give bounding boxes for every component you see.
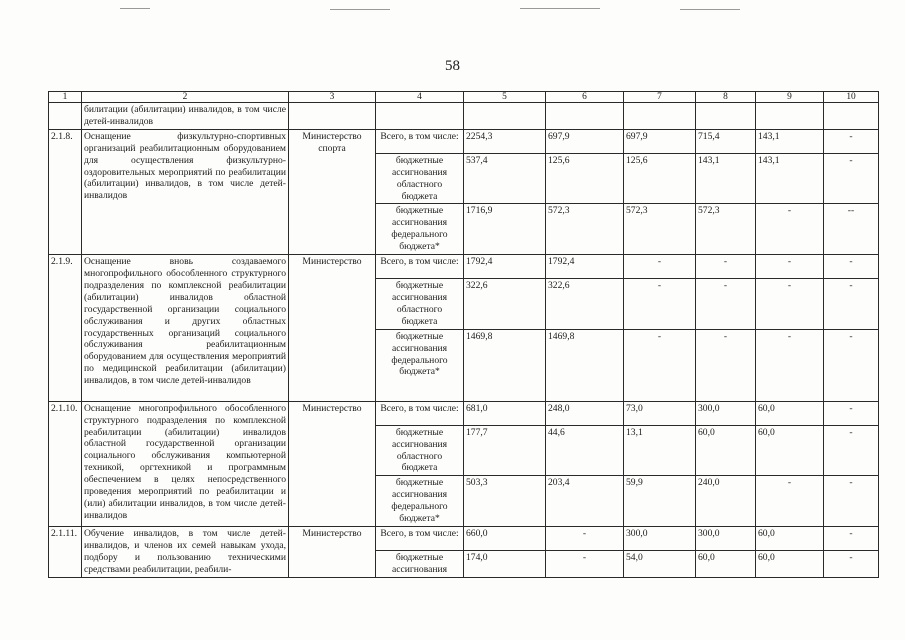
amount-cell-c9 bbox=[756, 103, 824, 130]
header-cell: 5 bbox=[464, 92, 546, 103]
amount-cell-c8: 572,3 bbox=[696, 204, 756, 255]
funding-source: бюджетные ассигнования областного бюджета bbox=[376, 153, 464, 204]
budget-table bbox=[48, 91, 879, 578]
funding-source: Всего, в том числе: bbox=[376, 526, 464, 550]
amount-cell-c6 bbox=[546, 103, 624, 130]
amount-cell-c10 bbox=[824, 103, 879, 130]
item-description: Обучение инвалидов, в том числе детей-инвалидов, и членов их семей навыкам ухода, подбору и пользованию техническими средствами реабилитации, реабили- bbox=[82, 526, 289, 577]
amount-cell-c7: 572,3 bbox=[624, 204, 696, 255]
amount-cell-c6: 248,0 bbox=[546, 401, 624, 425]
amount-cell-c5 bbox=[464, 103, 546, 130]
amount-cell-c10: - bbox=[824, 279, 879, 330]
amount-cell-c7: 59,9 bbox=[624, 476, 696, 527]
amount-cell-c9: - bbox=[756, 255, 824, 279]
amount-cell-c10: - bbox=[824, 550, 879, 577]
amount-cell-c9: 143,1 bbox=[756, 153, 824, 204]
amount-cell-c5: 177,7 bbox=[464, 425, 546, 476]
responsible-organization: Министерство спорта bbox=[289, 129, 376, 254]
amount-cell-c5: 660,0 bbox=[464, 526, 546, 550]
amount-cell-c5: 1792,4 bbox=[464, 255, 546, 279]
amount-cell-c5: 1469,8 bbox=[464, 329, 546, 401]
amount-cell-c7: - bbox=[624, 255, 696, 279]
header-cell: 10 bbox=[824, 92, 879, 103]
funding-source: Всего, в том числе: bbox=[376, 401, 464, 425]
header-row bbox=[49, 92, 879, 103]
table-row bbox=[49, 526, 879, 550]
item-number: 2.1.10. bbox=[49, 401, 82, 526]
page-number: 58 bbox=[445, 58, 460, 74]
amount-cell-c6: 203,4 bbox=[546, 476, 624, 527]
header-cell: 7 bbox=[624, 92, 696, 103]
amount-cell-c8: 300,0 bbox=[696, 401, 756, 425]
funding-source: бюджетные ассигнования федерального бюджета* bbox=[376, 204, 464, 255]
amount-cell-c9: 60,0 bbox=[756, 425, 824, 476]
amount-cell-c9: 60,0 bbox=[756, 401, 824, 425]
amount-cell-c7: 13,1 bbox=[624, 425, 696, 476]
amount-cell-c10: - bbox=[824, 329, 879, 401]
header-cell: 1 bbox=[49, 92, 82, 103]
amount-cell-c9: 60,0 bbox=[756, 526, 824, 550]
amount-cell-c9: - bbox=[756, 476, 824, 527]
funding-source: бюджетные ассигнования bbox=[376, 550, 464, 577]
amount-cell-c6: 322,6 bbox=[546, 279, 624, 330]
table-row bbox=[49, 401, 879, 425]
amount-cell-c8: - bbox=[696, 255, 756, 279]
amount-cell-c10: - bbox=[824, 425, 879, 476]
amount-cell-c5: 2254,3 bbox=[464, 129, 546, 153]
amount-cell-c8: 60,0 bbox=[696, 550, 756, 577]
amount-cell-c5: 174,0 bbox=[464, 550, 546, 577]
amount-cell-c6: - bbox=[546, 526, 624, 550]
amount-cell-c9: 60,0 bbox=[756, 550, 824, 577]
amount-cell-c6: 697,9 bbox=[546, 129, 624, 153]
amount-cell-c5: 681,0 bbox=[464, 401, 546, 425]
amount-cell-c7: - bbox=[624, 329, 696, 401]
responsible-organization: Министерство bbox=[289, 255, 376, 402]
item-number: 2.1.8. bbox=[49, 129, 82, 254]
header-cell: 2 bbox=[82, 92, 289, 103]
amount-cell-c6: 44,6 bbox=[546, 425, 624, 476]
amount-cell-c7 bbox=[624, 103, 696, 130]
amount-cell-c8: 240,0 bbox=[696, 476, 756, 527]
amount-cell-c5: 1716,9 bbox=[464, 204, 546, 255]
table-row bbox=[49, 255, 879, 279]
amount-cell-c9: - bbox=[756, 204, 824, 255]
header-cell: 8 bbox=[696, 92, 756, 103]
item-description: билитации (абилитации) инвалидов, в том числе детей-инвалидов bbox=[82, 103, 289, 130]
funding-source bbox=[376, 103, 464, 130]
amount-cell-c8: 715,4 bbox=[696, 129, 756, 153]
funding-source: Всего, в том числе: bbox=[376, 255, 464, 279]
amount-cell-c10: - bbox=[824, 476, 879, 527]
amount-cell-c8: - bbox=[696, 279, 756, 330]
responsible-organization: Министерство bbox=[289, 401, 376, 526]
funding-source: Всего, в том числе: bbox=[376, 129, 464, 153]
funding-source: бюджетные ассигнования федерального бюджета* bbox=[376, 476, 464, 527]
responsible-organization: Министерство bbox=[289, 526, 376, 577]
amount-cell-c5: 503,3 bbox=[464, 476, 546, 527]
item-description: Оснащение вновь создаваемого многопрофильного обособленного структурного подразделения по комплексной реабилитации (абилитации) инвалидов областной государственной организации социального обслуживания и других областных государственных организаций социального обслуживания реабилитационным оборудованием для осуществления мероприятий по медицинской реабилитации (абилитации) инвалидов, в том числе детей-инвалидов bbox=[82, 255, 289, 402]
amount-cell-c7: 697,9 bbox=[624, 129, 696, 153]
amount-cell-c10: - bbox=[824, 255, 879, 279]
item-number: 2.1.11. bbox=[49, 526, 82, 577]
amount-cell-c9: 143,1 bbox=[756, 129, 824, 153]
amount-cell-c6: - bbox=[546, 550, 624, 577]
amount-cell-c6: 1469,8 bbox=[546, 329, 624, 401]
amount-cell-c7: 73,0 bbox=[624, 401, 696, 425]
amount-cell-c7: 300,0 bbox=[624, 526, 696, 550]
amount-cell-c10: -- bbox=[824, 204, 879, 255]
amount-cell-c8 bbox=[696, 103, 756, 130]
amount-cell-c8: 60,0 bbox=[696, 425, 756, 476]
amount-cell-c10: - bbox=[824, 526, 879, 550]
amount-cell-c8: 143,1 bbox=[696, 153, 756, 204]
item-description: Оснащение многопрофильного обособленного структурного подразделения по комплексной реабилитации (абилитации) инвалидов областной государственной организации социального обслуживания компьютерной техникой, оргтехникой и программным обеспечением в целях непосредственного проведения мероприятий по реабилитации и (или) абилитации инвалидов, в том числе детей-инвалидов bbox=[82, 401, 289, 526]
table-row bbox=[49, 129, 879, 153]
header-cell: 9 bbox=[756, 92, 824, 103]
funding-source: бюджетные ассигнования федерального бюджета* bbox=[376, 329, 464, 401]
table-row bbox=[49, 103, 879, 130]
item-number bbox=[49, 103, 82, 130]
scan-speck bbox=[330, 9, 390, 10]
responsible-organization bbox=[289, 103, 376, 130]
amount-cell-c6: 1792,4 bbox=[546, 255, 624, 279]
amount-cell-c9: - bbox=[756, 279, 824, 330]
amount-cell-c10: - bbox=[824, 153, 879, 204]
header-cell: 3 bbox=[289, 92, 376, 103]
amount-cell-c7: 125,6 bbox=[624, 153, 696, 204]
item-description: Оснащение физкультурно-спортивных организаций реабилитационным оборудованием для осуществления физкультурно-оздоровительных мероприятий по реабилитации (абилитации) инвалидов, в том числе детей-инвалидов bbox=[82, 129, 289, 254]
funding-source: бюджетные ассигнования областного бюджета bbox=[376, 425, 464, 476]
amount-cell-c10: - bbox=[824, 129, 879, 153]
amount-cell-c7: - bbox=[624, 279, 696, 330]
amount-cell-c6: 572,3 bbox=[546, 204, 624, 255]
funding-source: бюджетные ассигнования областного бюджета bbox=[376, 279, 464, 330]
scan-speck bbox=[680, 9, 740, 10]
amount-cell-c8: 300,0 bbox=[696, 526, 756, 550]
amount-cell-c9: - bbox=[756, 329, 824, 401]
scan-speck bbox=[520, 8, 600, 9]
scan-speck bbox=[120, 8, 150, 9]
header-cell: 6 bbox=[546, 92, 624, 103]
amount-cell-c5: 537,4 bbox=[464, 153, 546, 204]
amount-cell-c10: - bbox=[824, 401, 879, 425]
amount-cell-c7: 54,0 bbox=[624, 550, 696, 577]
amount-cell-c5: 322,6 bbox=[464, 279, 546, 330]
amount-cell-c8: - bbox=[696, 329, 756, 401]
amount-cell-c6: 125,6 bbox=[546, 153, 624, 204]
item-number: 2.1.9. bbox=[49, 255, 82, 402]
header-cell: 4 bbox=[376, 92, 464, 103]
